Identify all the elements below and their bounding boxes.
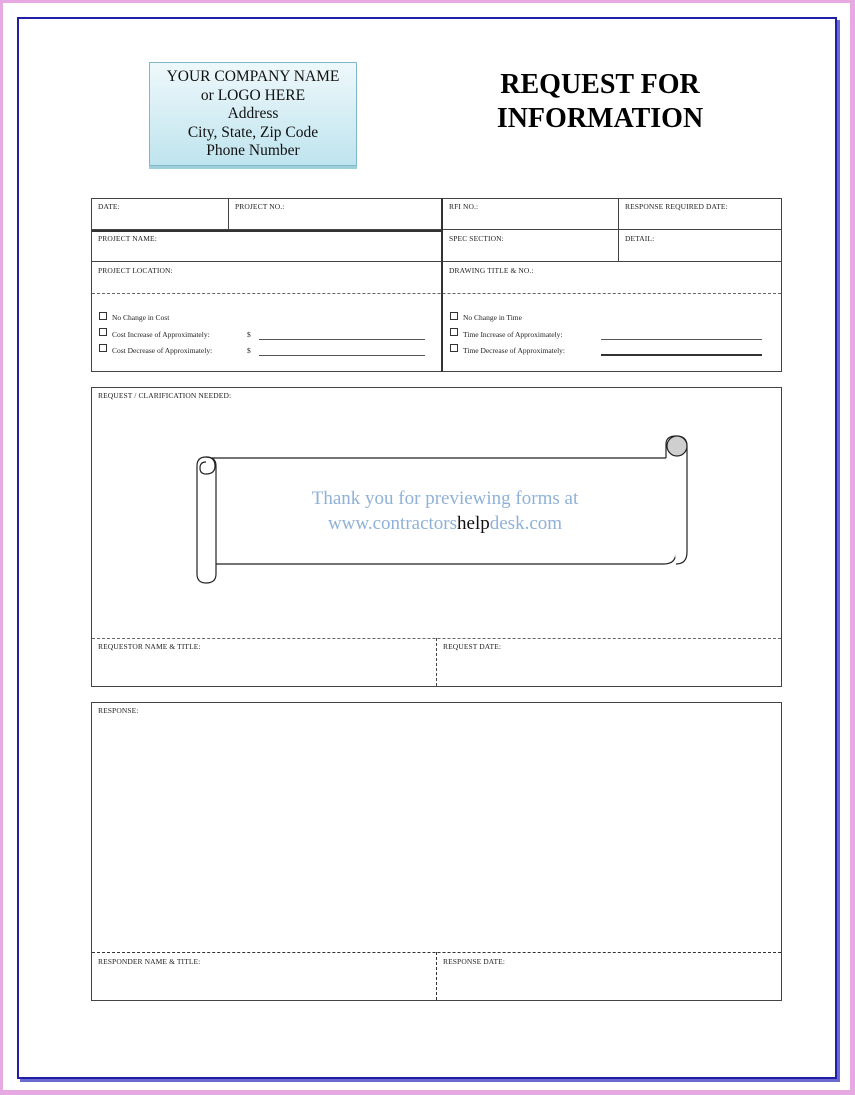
requestor-name-field[interactable]: REQUESTOR NAME & TITLE: [98,642,201,651]
title-line-1: REQUEST FOR [500,69,700,100]
page-title [470,68,730,136]
no-change-time-checkbox[interactable] [450,312,458,320]
no-change-cost-checkbox[interactable] [99,312,107,320]
banner-line-1: Thank you for previewing forms at [311,488,579,509]
company-address: Address [227,105,279,123]
rfi-no-field[interactable]: RFI NO.: [449,202,479,211]
drawing-title-field[interactable]: DRAWING TITLE & NO.: [449,266,534,275]
preview-banner [240,486,650,536]
project-name-field[interactable]: PROJECT NAME: [98,234,157,243]
request-clarification-label: REQUEST / CLARIFICATION NEEDED: [98,391,232,400]
banner-url-suffix: desk.com [489,513,563,534]
company-logo-box [149,62,357,166]
cost-decrease-input[interactable] [259,355,425,356]
cost-decrease-label: Cost Decrease of Approximately: [112,346,213,355]
time-increase-input[interactable] [601,339,762,340]
response-date-field[interactable]: RESPONSE DATE: [443,957,506,966]
time-increase-label: Time Increase of Approximately: [463,330,563,339]
date-field[interactable]: DATE: [98,202,120,211]
detail-field[interactable]: DETAIL: [625,234,655,243]
divider [92,293,781,294]
company-city: City, State, Zip Code [187,123,319,141]
project-location-field[interactable]: PROJECT LOCATION: [98,266,173,275]
title-line-2: INFORMATION [496,103,704,134]
no-change-cost-label: No Change in Cost [112,313,170,322]
time-decrease-label: Time Decrease of Approximately: [463,346,565,355]
cost-increase-input[interactable] [259,339,425,340]
time-decrease-input[interactable] [601,354,762,356]
banner-url-prefix: www.contractors [327,513,458,534]
company-phone: Phone Number [206,142,300,160]
no-change-time-label: No Change in Time [463,313,522,322]
divider [441,198,443,372]
time-decrease-checkbox[interactable] [450,344,458,352]
time-increase-checkbox[interactable] [450,328,458,336]
spec-section-field[interactable]: SPEC SECTION: [449,234,504,243]
cost-increase-checkbox[interactable] [99,328,107,336]
company-name: YOUR COMPANY NAME [166,68,340,85]
cost-increase-label: Cost Increase of Approximately: [112,330,210,339]
cost-decrease-checkbox[interactable] [99,344,107,352]
currency-symbol: $ [247,346,251,355]
divider [91,261,782,262]
logo-placeholder: or LOGO HERE [200,86,306,104]
response-required-date-field[interactable]: RESPONSE REQUIRED DATE: [625,202,728,211]
responder-name-field[interactable]: RESPONDER NAME & TITLE: [98,957,201,966]
request-date-field[interactable]: REQUEST DATE: [443,642,502,651]
project-no-field[interactable]: PROJECT NO.: [235,202,285,211]
response-label: RESPONSE: [98,706,139,715]
currency-symbol: $ [247,330,251,339]
banner-url-highlight: help [457,513,490,534]
banner-url[interactable] [240,511,650,536]
